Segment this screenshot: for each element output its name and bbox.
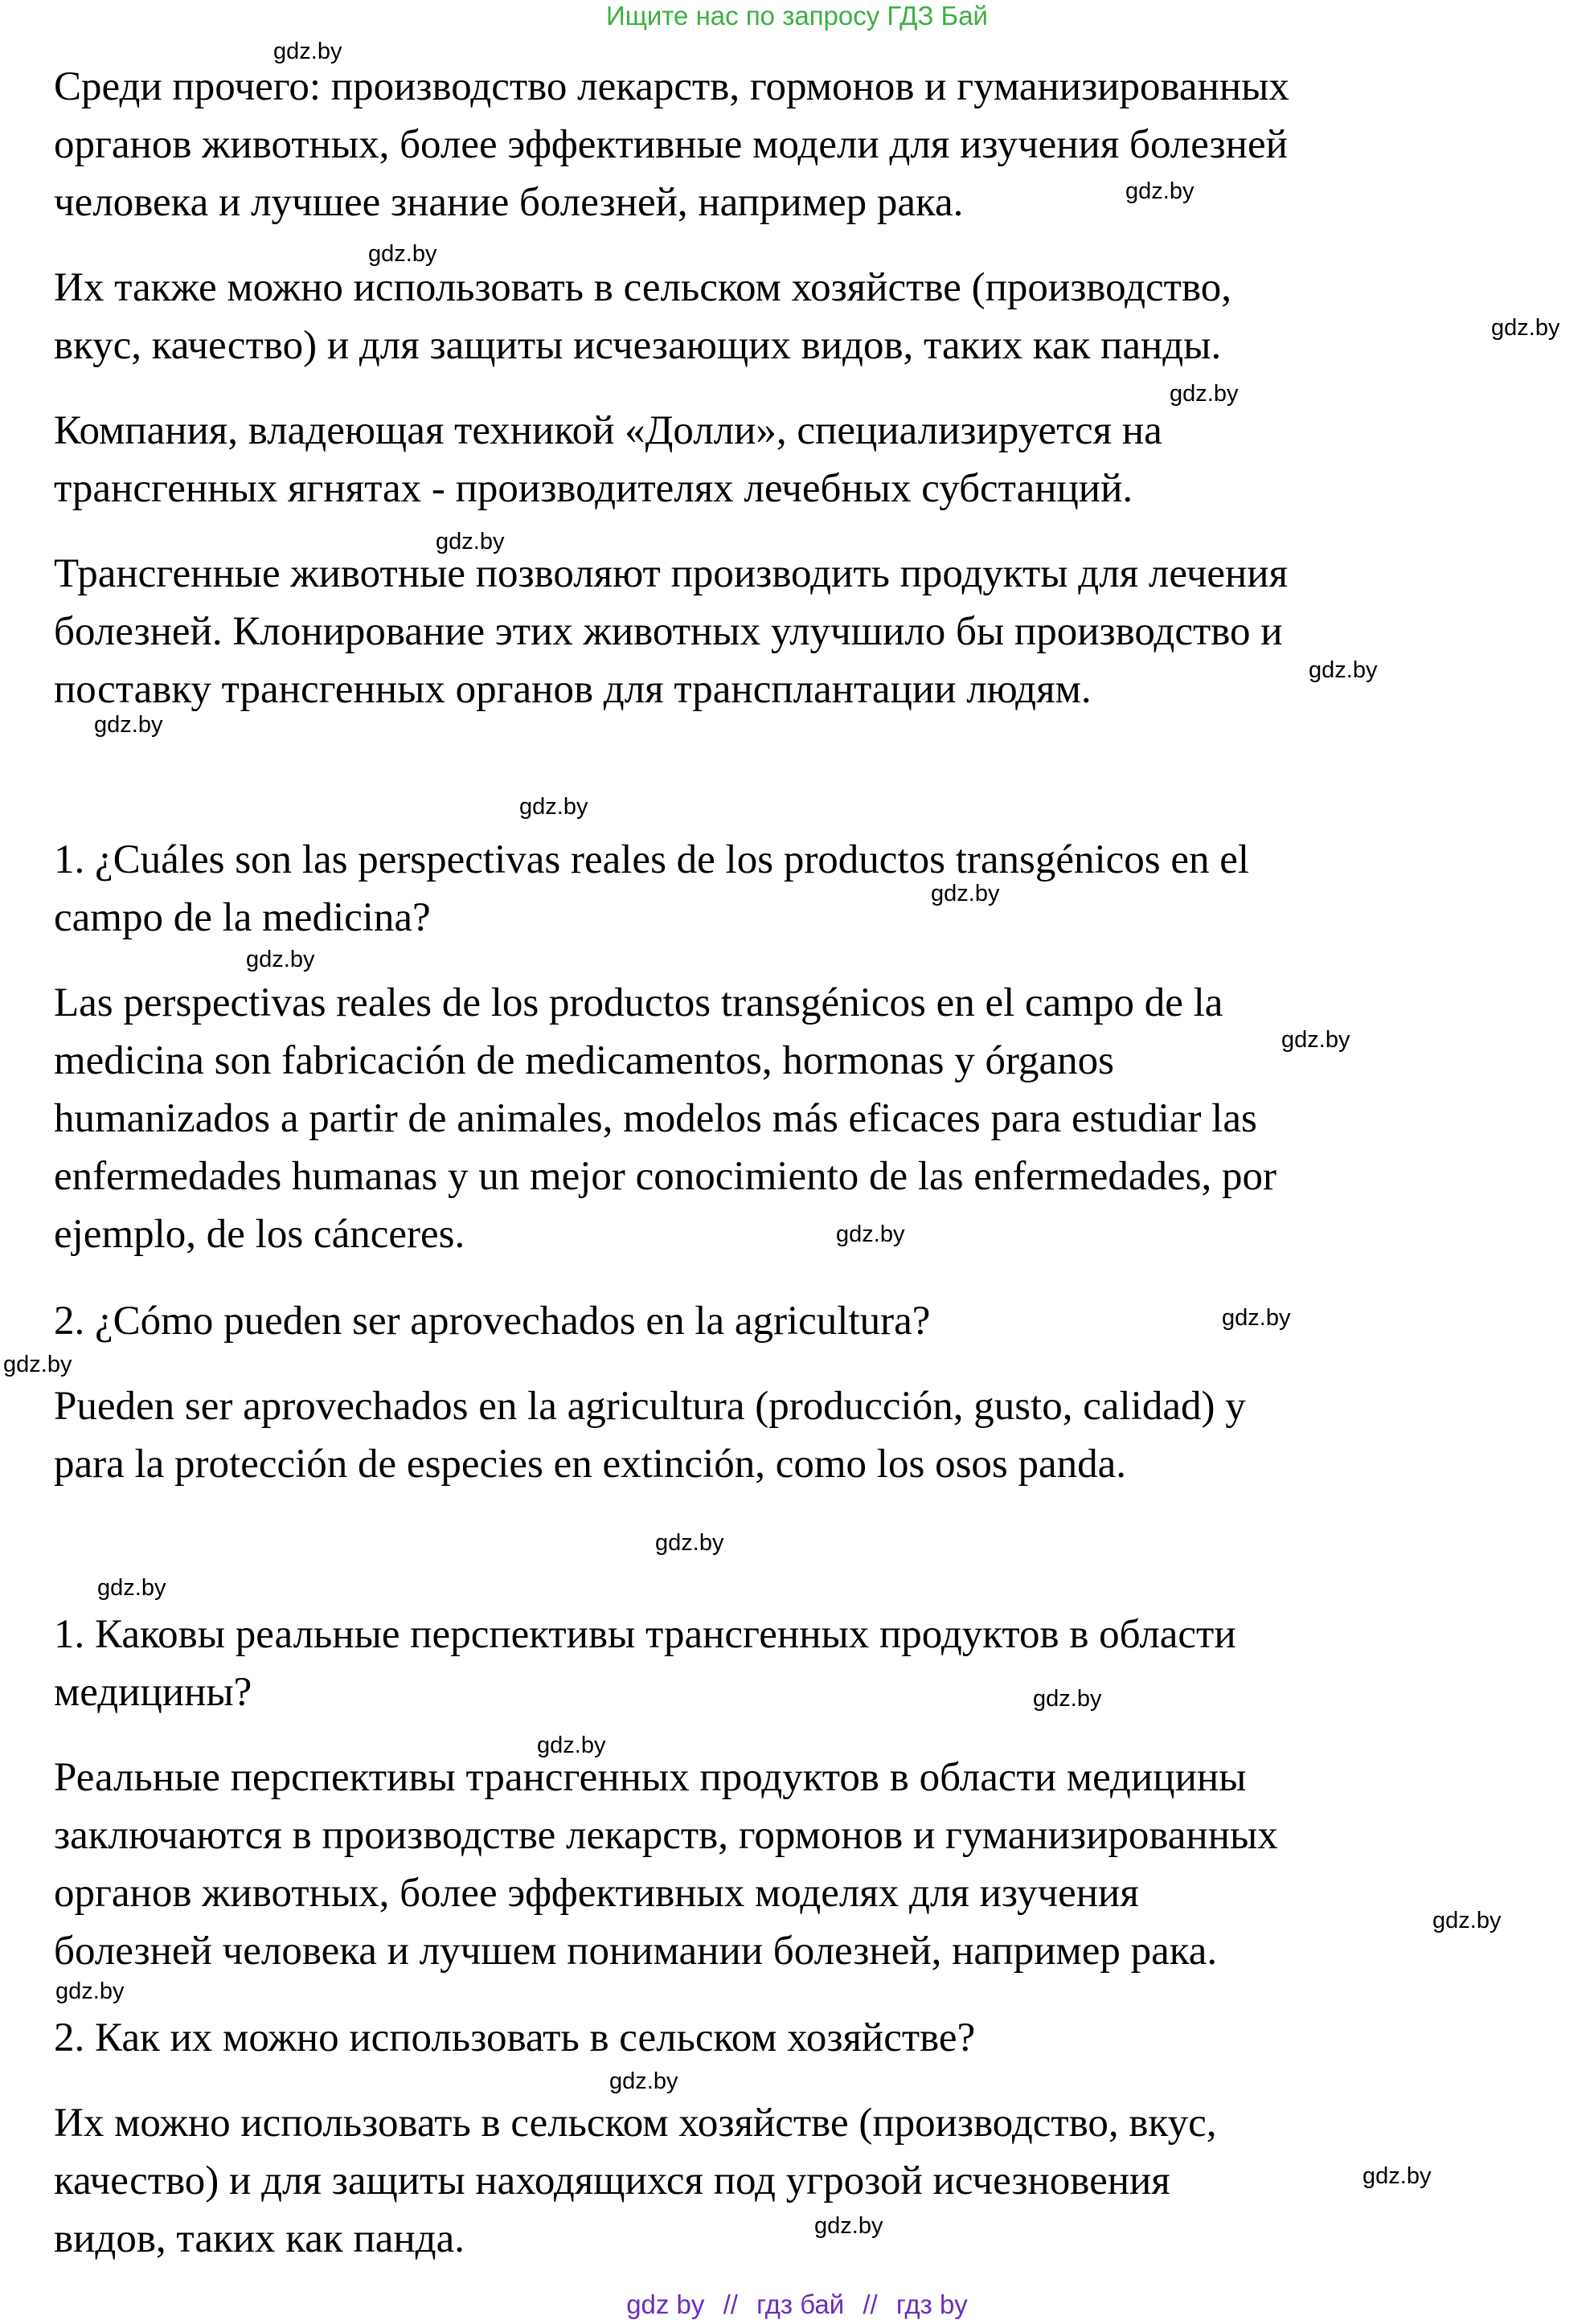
- watermark: gdz.by: [1281, 1027, 1350, 1053]
- text-line: поставку трансгенных органов для трансплантации людям.: [54, 667, 1092, 712]
- watermark: gdz.by: [836, 1221, 905, 1247]
- watermark: gdz.by: [519, 794, 588, 820]
- text-line: enfermedades humanas y un mejor conocimiento de las enfermedades, por: [54, 1154, 1276, 1199]
- text-line: человека и лучшее знание болезней, например рака.: [54, 180, 964, 225]
- paragraph-1: [54, 58, 1289, 231]
- watermark: gdz.by: [1222, 1305, 1291, 1331]
- watermark: gdz.by: [814, 2213, 883, 2239]
- watermark: gdz.by: [1362, 2163, 1432, 2189]
- footer-links: [0, 2289, 1594, 2321]
- paragraph-2: [54, 259, 1231, 374]
- question-1-es: [54, 831, 1249, 947]
- watermark: gdz.by: [3, 1352, 72, 1377]
- watermark: gdz.by: [537, 1733, 606, 1758]
- text-line: humanizados a partir de animales, modelos más eficaces para estudiar las: [54, 1096, 1257, 1141]
- footer-separator: //: [723, 2289, 738, 2319]
- footer-link-gdz-by[interactable]: gdz by: [626, 2289, 705, 2319]
- text-line: 2. ¿Cómo pueden ser aprovechados en la agricultura?: [54, 1299, 931, 1344]
- text-line: Среди прочего: производство лекарств, гормонов и гуманизированных: [54, 64, 1289, 109]
- watermark: gdz.by: [1125, 178, 1194, 204]
- text-line: 1. Каковы реальные перспективы трансгенных продуктов в области: [54, 1612, 1236, 1657]
- text-line: болезней. Клонирование этих животных улучшило бы производство и: [54, 609, 1283, 654]
- text-line: Las perspectivas reales de los productos transgénicos en el campo de la: [54, 980, 1223, 1025]
- answer-2-ru: [54, 2094, 1216, 2268]
- watermark: gdz.by: [655, 1530, 724, 1556]
- text-line: Реальные перспективы трансгенных продуктов в области медицины: [54, 1755, 1247, 1800]
- text-line: 1. ¿Cuáles son las perspectivas reales de los productos transgénicos en el: [54, 837, 1250, 882]
- text-line: 2. Как их можно использовать в сельском хозяйстве?: [54, 2015, 976, 2060]
- watermark: gdz.by: [273, 39, 342, 64]
- footer-link-gdz-by-ru[interactable]: гдз by: [895, 2289, 968, 2319]
- text-line: органов животных, более эффективные модели для изучения болезней: [54, 122, 1288, 167]
- text-line: Трансгенные животные позволяют производить продукты для лечения: [54, 551, 1289, 596]
- text-line: medicina son fabricación de medicamentos, hormonas y órganos: [54, 1038, 1115, 1083]
- watermark: gdz.by: [931, 881, 1000, 906]
- watermark: gdz.by: [1491, 315, 1560, 341]
- text-line: campo de la medicina?: [54, 895, 431, 940]
- text-line: болезней человека и лучшем понимании болезней, например рака.: [54, 1929, 1218, 1974]
- answer-2-es: [54, 1377, 1246, 1493]
- watermark: gdz.by: [368, 241, 437, 267]
- watermark: gdz.by: [1309, 657, 1378, 683]
- question-2-ru: [54, 2009, 975, 2067]
- text-line: Их можно использовать в сельском хозяйстве (производство, вкус,: [54, 2101, 1217, 2146]
- text-line: видов, таких как панда.: [54, 2216, 465, 2261]
- question-2-es: [54, 1292, 930, 1350]
- watermark: gdz.by: [246, 947, 315, 972]
- text-line: трансгенных ягнятах - производителях лечебных субстанций.: [54, 466, 1133, 511]
- answer-1-ru: [54, 1749, 1278, 1980]
- text-line: качество) и для защиты находящихся под угрозой исчезновения: [54, 2158, 1170, 2203]
- watermark: gdz.by: [55, 1978, 125, 2004]
- watermark: gdz.by: [436, 529, 505, 554]
- answer-1-es: [54, 974, 1276, 1263]
- text-line: ejemplo, de los cánceres.: [54, 1212, 465, 1257]
- watermark: gdz.by: [1033, 1686, 1102, 1712]
- paragraph-4: [54, 545, 1288, 718]
- watermark: gdz.by: [1432, 1908, 1502, 1933]
- text-line: Их также можно использовать в сельском хозяйстве (производство,: [54, 265, 1231, 310]
- text-line: органов животных, более эффективных моделях для изучения: [54, 1871, 1139, 1916]
- watermark: gdz.by: [1170, 381, 1239, 407]
- text-line: Компания, владеющая техникой «Долли», специализируется на: [54, 408, 1162, 453]
- text-line: медицины?: [54, 1670, 252, 1715]
- footer-separator: //: [863, 2289, 878, 2319]
- search-banner: Ищите нас по запросу ГДЗ Бай: [606, 1, 988, 31]
- text-line: para la protección de especies en extinción, como los osos panda.: [54, 1442, 1127, 1487]
- watermark: gdz.by: [609, 2068, 678, 2094]
- paragraph-3: [54, 402, 1162, 518]
- watermark: gdz.by: [97, 1575, 166, 1601]
- text-line: Pueden ser aprovechados en la agricultura (producción, gusto, calidad) y: [54, 1384, 1246, 1429]
- text-line: вкус, качество) и для защиты исчезающих видов, таких как панды.: [54, 323, 1222, 368]
- watermark: gdz.by: [94, 712, 163, 738]
- text-line: заключаются в производстве лекарств, гормонов и гуманизированных: [54, 1813, 1278, 1858]
- footer-link-gdz-bai[interactable]: гдз бай: [756, 2289, 845, 2319]
